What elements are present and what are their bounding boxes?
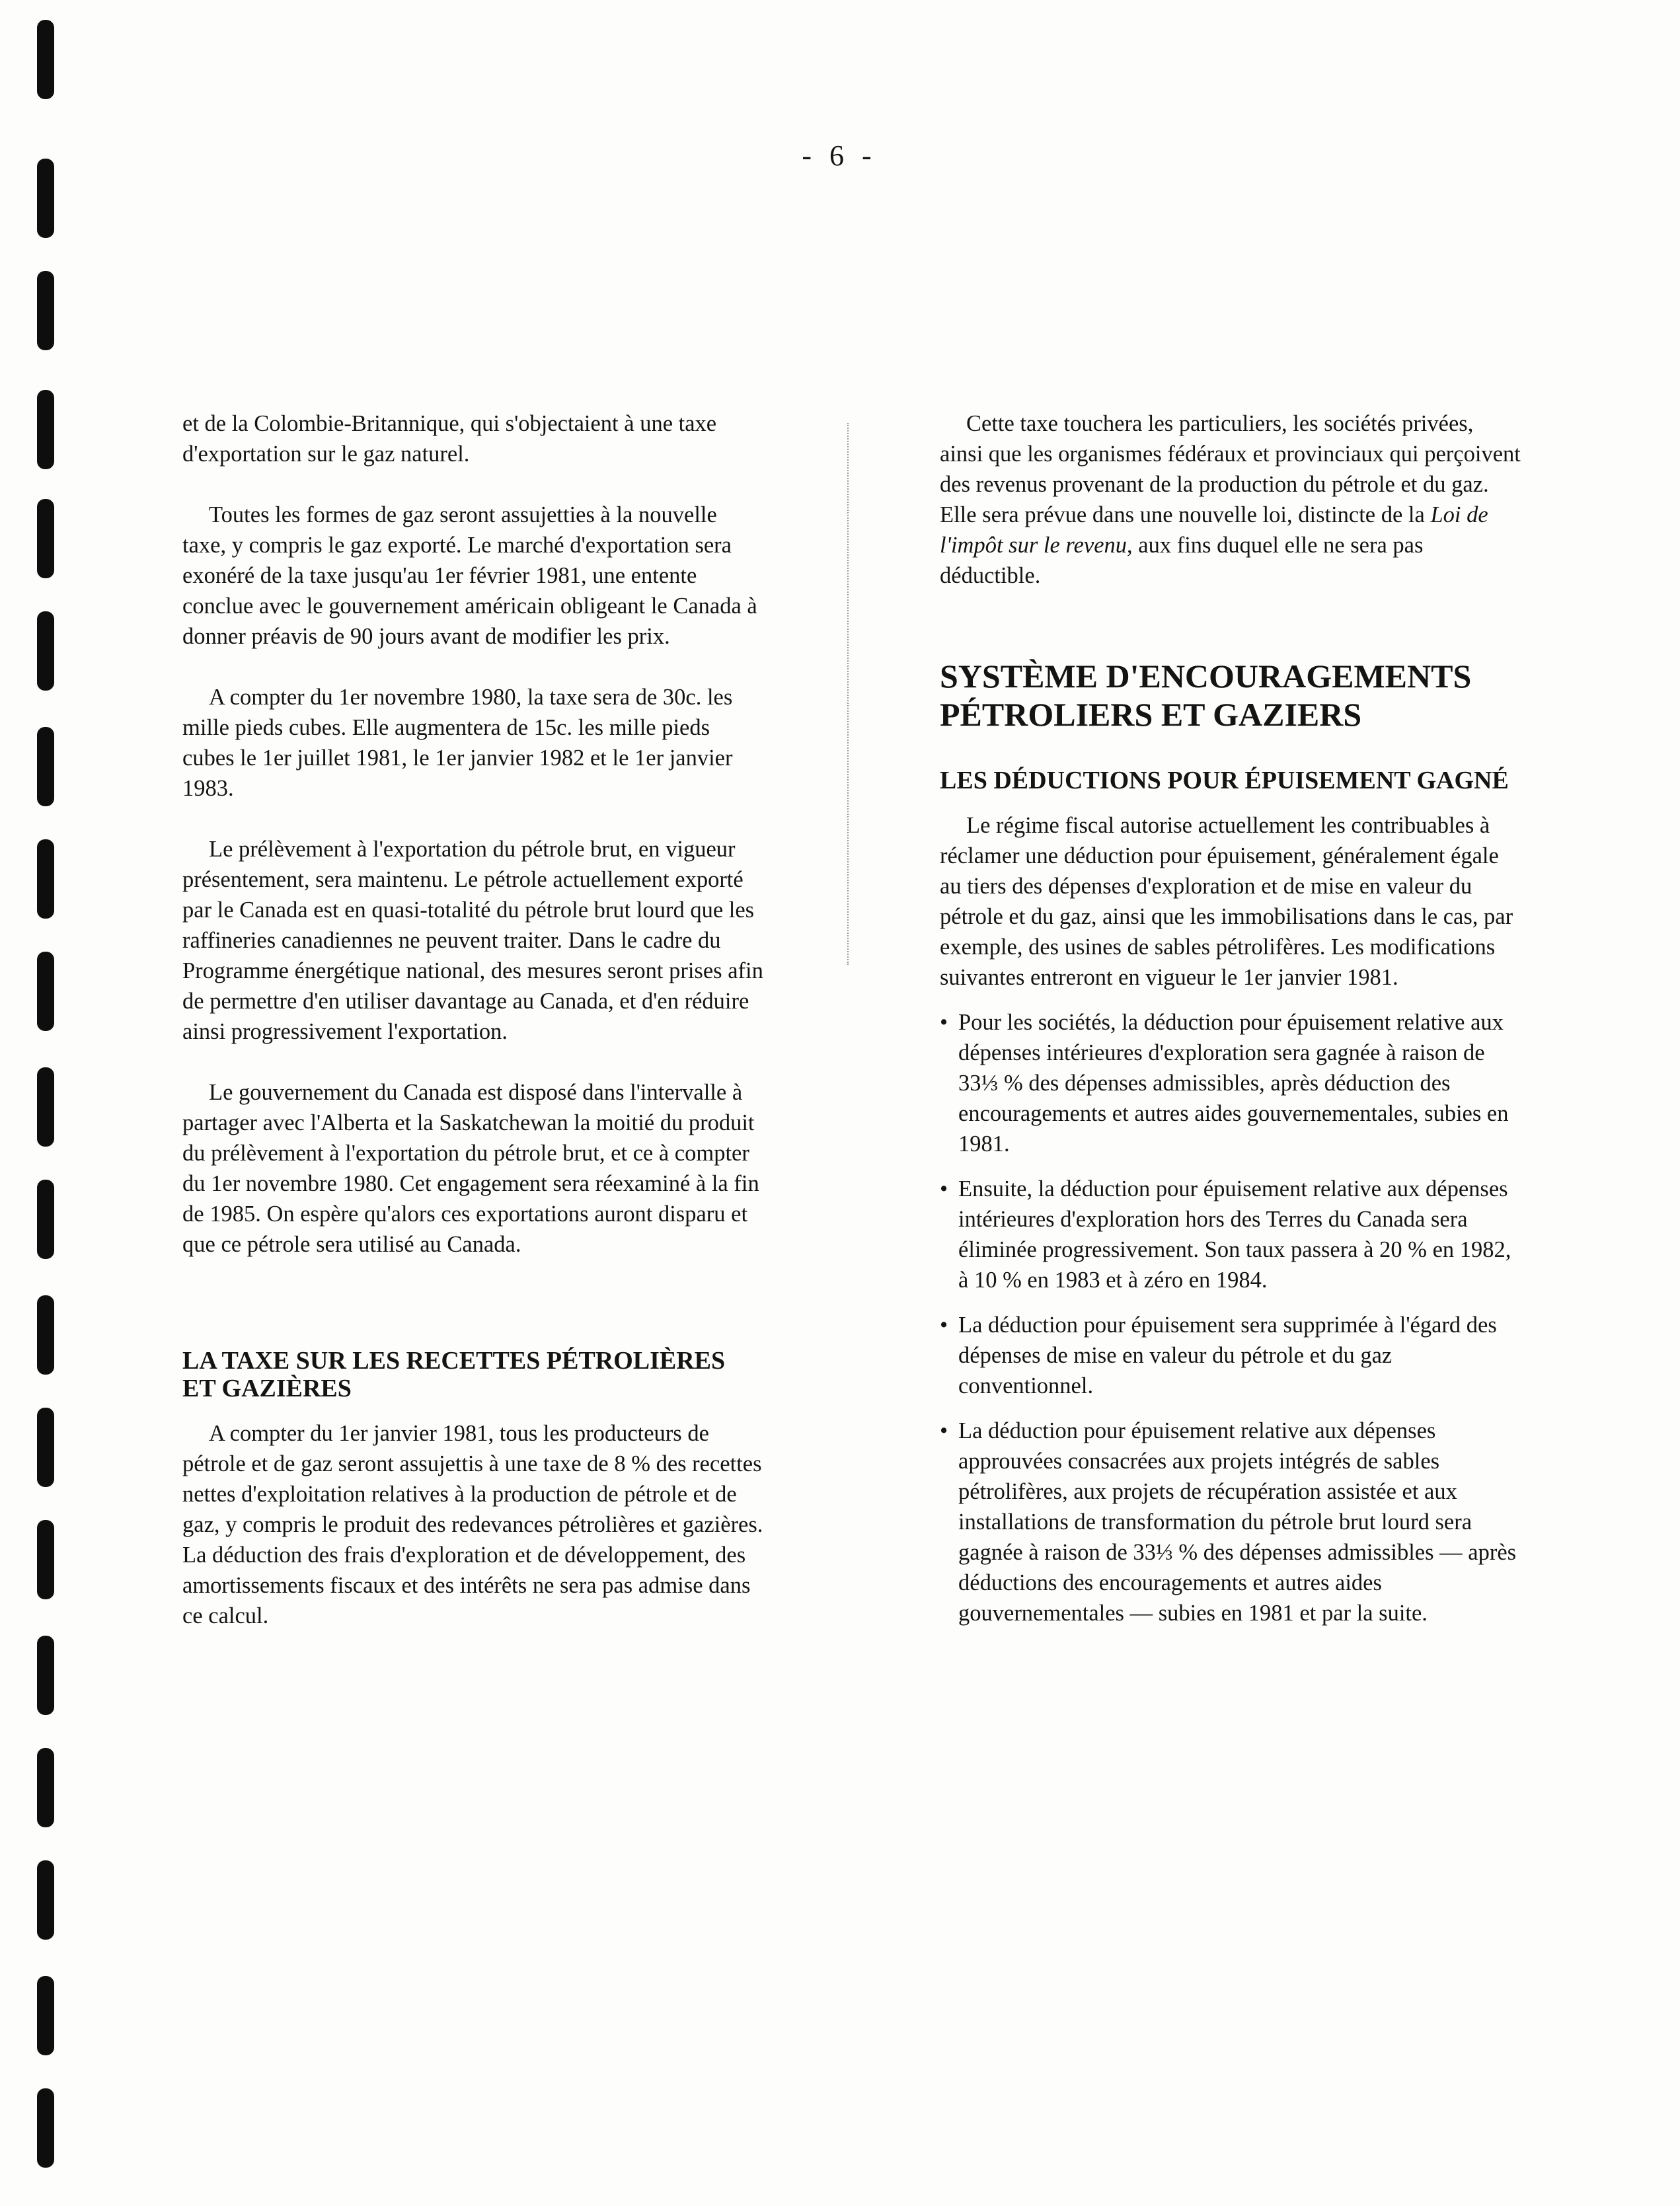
paragraph: A compter du 1er janvier 1981, tous les producteurs de pétrole et de gaz seront assujettis à une taxe de 8 % des recettes nettes d'exploitation relatives à la production de pétrole et de gaz, y compris le produit des redevances pétrolières et gazières. La déduction des frais d'exploration et de développement, des amortissements fiscaux et des intérêts ne sera pas admise dans ce calcul. — [182, 1421, 763, 1628]
binding-hole — [37, 727, 54, 806]
section-heading: LA TAXE SUR LES RECETTES PÉTROLIÈRES ET GAZIÈRES — [182, 1347, 726, 1402]
bullet-item: • Pour les sociétés, la déduction pour épuisement relative aux dépenses intérieures d'exploration sera gagnée à raison de 33⅓ % des dépenses admissibles, après déduction des encouragements et autres aides gouvernementales, subies en 1981. — [940, 1007, 1521, 1159]
binding-hole — [37, 20, 54, 99]
bullet-item: • La déduction pour épuisement sera supprimée à l'égard des dépenses de mise en valeur du pétrole et du gaz conventionnel. — [940, 1310, 1521, 1401]
intro-text-end: , aux fins duquel elle ne sera pas déductible. — [940, 533, 1424, 588]
binding-hole — [37, 1180, 54, 1259]
intro-text: Cette taxe touchera les particuliers, les sociétés privées, ainsi que les organismes fédéraux et provinciaux qui perçoivent des revenus provenant de la production du pétrole et du gaz. Elle sera prévue dans une nouvelle loi, distincte de la — [940, 411, 1521, 527]
binding-hole — [37, 1408, 54, 1487]
binding-hole — [37, 390, 54, 469]
binding-hole — [37, 1860, 54, 1940]
sub-heading: LES DÉDUCTIONS POUR ÉPUISEMENT GAGNÉ — [940, 767, 1509, 794]
binding-hole — [37, 952, 54, 1031]
paragraph: Le prélèvement à l'exportation du pétrole brut, en vigueur présentement, sera maintenu. Le pétrole actuellement exporté par le Canada est en quasi-totalité du pétrole brut lourd que les raffineries canadiennes ne peuvent traiter. Dans le cadre du Programme énergétique national, des mesures seront prises afin de permettre d'en utiliser davantage au Canada, et d'en réduire ainsi progressivement l'exportation. — [182, 837, 763, 1044]
major-heading: SYSTÈME D'ENCOURAGEMENTS PÉTROLIERS ET GAZIERS — [940, 658, 1472, 733]
binding-hole — [37, 2088, 54, 2168]
binding-hole — [37, 1748, 54, 1827]
binding-hole — [37, 1976, 54, 2055]
bullet-item: • La déduction pour épuisement relative aux dépenses approuvées consacrées aux projets intégrés de sables pétrolifères, aux projets de récupération assistée et aux installations de transformation du pétrole brut lourd sera gagnée à raison de 33⅓ % des dépenses admissibles — après déductions des encouragements et autres aides gouvernementales — subies en 1981 et par la suite. — [940, 1416, 1521, 1628]
column-separator — [847, 423, 849, 965]
binding-hole — [37, 159, 54, 238]
binding-hole — [37, 1520, 54, 1599]
right-column — [940, 408, 1521, 1628]
binding-hole — [37, 1295, 54, 1375]
binding-hole — [37, 1067, 54, 1147]
binding-hole — [37, 271, 54, 350]
binding-hole — [37, 839, 54, 919]
bullet-item: • Ensuite, la déduction pour épuisement relative aux dépenses intérieures d'exploration hors des Terres du Canada sera éliminée progressivement. Son taux passera à 20 % en 1982, à 10 % en 1983 et à zéro en 1984. — [940, 1174, 1521, 1295]
paragraph: Le gouvernement du Canada est disposé dans l'intervalle à partager avec l'Alberta et la Saskatchewan la moitié du produit du prélèvement à l'exportation du pétrole brut, et ce à compter du 1er novembre 1980. Cet engagement sera réexaminé à la fin de 1985. On espère qu'alors ces exportations auront disparu et que ce pétrole sera utilisé au Canada. — [182, 1080, 759, 1257]
page-number: - 6 - — [802, 139, 877, 172]
paragraph: Le régime fiscal autorise actuellement les contribuables à réclamer une déduction pour épuisement, généralement égale au tiers des dépenses d'exploration et de mise en valeur du pétrole et du gaz, ainsi que les immobilisations dans le cas, par exemple, des usines de sables pétrolifères. Les modifications suivantes entreront en vigueur le 1er janvier 1981. — [940, 813, 1513, 990]
binding-hole — [37, 1636, 54, 1715]
intro-paragraph — [940, 408, 1521, 591]
bullet-list — [940, 1007, 1521, 1628]
left-column — [182, 408, 764, 1631]
binding-hole — [37, 499, 54, 578]
paragraph: Toutes les formes de gaz seront assujetties à la nouvelle taxe, y compris le gaz exporté. Le marché d'exportation sera exonéré de la taxe jusqu'au 1er février 1981, une entente conclue avec le gouvernement américain obligeant le Canada à donner préavis de 90 jours avant de modifier les prix. — [182, 502, 757, 649]
binding-edge — [32, 0, 71, 2206]
paragraph: A compter du 1er novembre 1980, la taxe sera de 30c. les mille pieds cubes. Elle augmentera de 15c. les mille pieds cubes le 1er juillet 1981, le 1er janvier 1982 et le 1er janvier 1983. — [182, 685, 733, 801]
binding-hole — [37, 611, 54, 691]
paragraph: et de la Colombie-Britannique, qui s'objectaient à une taxe d'exportation sur le gaz naturel. — [182, 411, 717, 467]
law-title: Loi de l'impôt sur le revenu — [940, 502, 1488, 558]
